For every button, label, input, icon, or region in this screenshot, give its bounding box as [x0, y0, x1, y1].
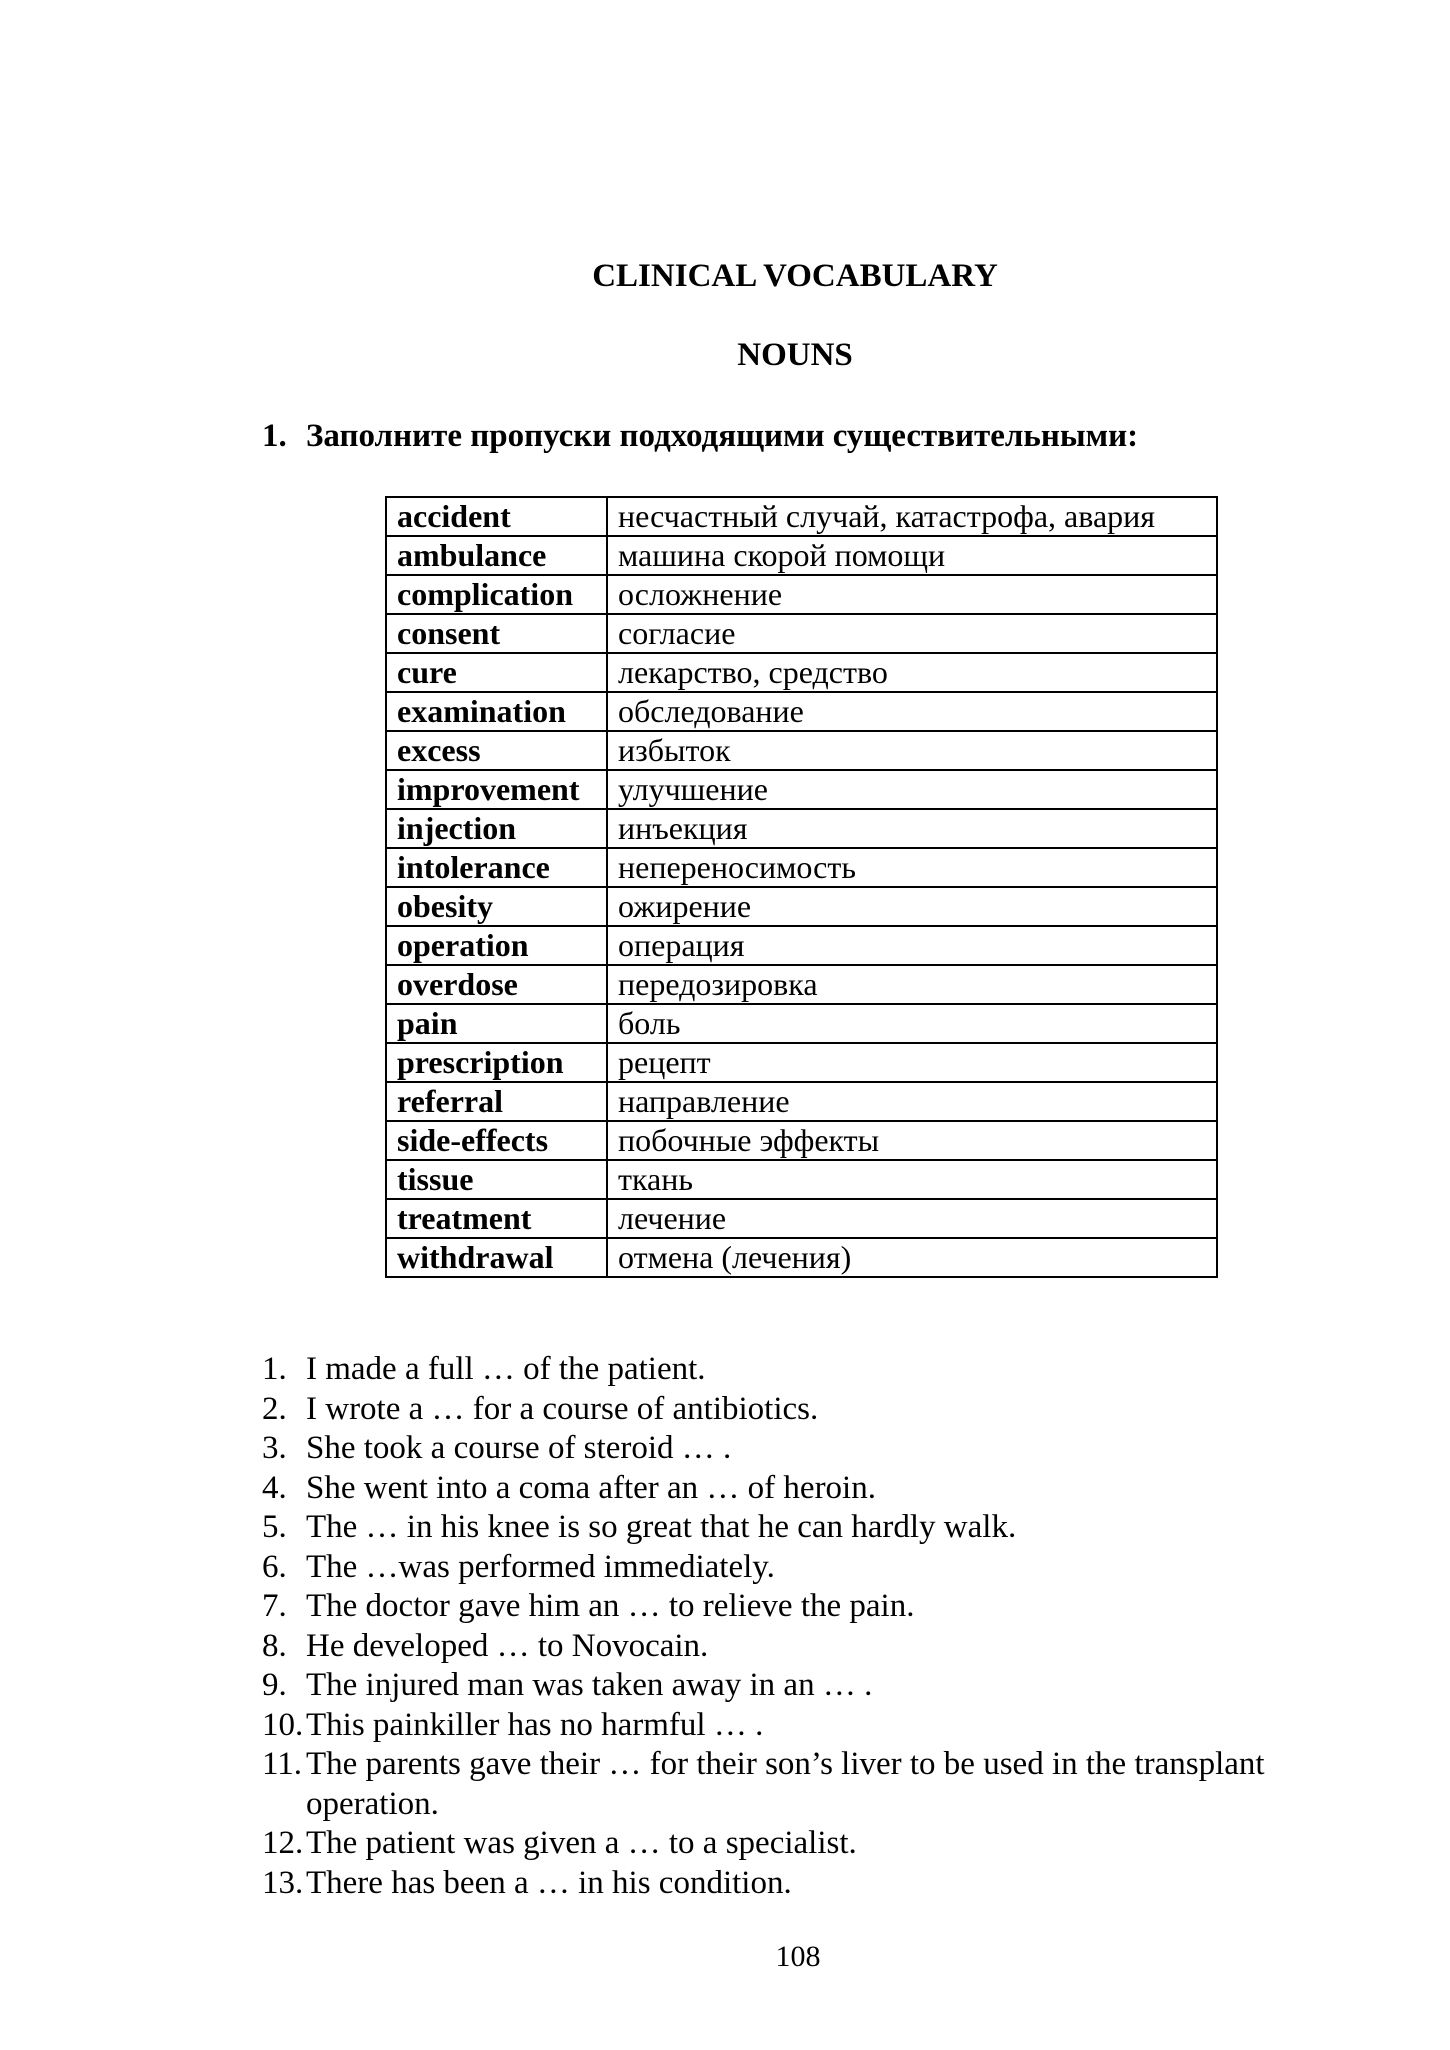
exercise-number: 11.: [262, 1746, 303, 1782]
exercise-sentence: This painkiller has no harmful … .: [306, 1706, 764, 1743]
vocab-translation: избыток: [607, 731, 1217, 770]
page-number: 108: [775, 1940, 821, 1973]
exercise-item: [262, 1627, 1332, 1667]
section-subtitle: NOUNS: [737, 337, 853, 373]
vocab-translation: согласие: [607, 614, 1217, 653]
exercise-sentence: The … in his knee is so great that he can hardly walk.: [306, 1509, 1017, 1545]
page-title: CLINICAL VOCABULARY: [592, 258, 998, 294]
vocab-translation: ожирение: [607, 887, 1217, 926]
vocab-row: [386, 1199, 1217, 1238]
vocab-term: overdose: [386, 965, 607, 1004]
vocab-row: [386, 536, 1217, 575]
exercise-sentence: The patient was given a … to a specialist.: [306, 1825, 857, 1861]
vocab-row: [386, 692, 1217, 731]
exercise-number: 9.: [262, 1667, 287, 1703]
vocab-term: consent: [386, 614, 607, 653]
exercise-number: 4.: [262, 1469, 287, 1506]
vocab-row: [386, 887, 1217, 926]
vocab-row: [386, 1043, 1217, 1082]
vocab-translation: отмена (лечения): [607, 1238, 1217, 1277]
exercise-number: 1.: [262, 1351, 287, 1387]
vocab-term: intolerance: [386, 848, 607, 887]
vocab-term: complication: [386, 575, 607, 614]
vocab-term: improvement: [386, 770, 607, 809]
vocab-term: excess: [386, 731, 607, 770]
vocab-translation: рецепт: [607, 1043, 1217, 1082]
task-number: 1.: [262, 418, 287, 454]
exercise-item: [262, 1469, 1332, 1509]
exercise-item: [262, 1429, 1332, 1469]
vocab-row: [386, 497, 1217, 536]
vocab-translation: улучшение: [607, 770, 1217, 809]
vocab-row: [386, 731, 1217, 770]
exercise-sentence: There has been a … in his condition.: [306, 1864, 792, 1901]
vocab-translation: непереносимость: [607, 848, 1217, 887]
exercise-number: 7.: [262, 1588, 287, 1624]
vocab-translation: машина скорой помощи: [607, 536, 1217, 575]
exercise-number: 5.: [262, 1509, 287, 1545]
vocab-translation: лекарство, средство: [607, 653, 1217, 692]
vocab-row: [386, 1160, 1217, 1199]
exercise-number: 13.: [262, 1864, 304, 1901]
exercise-item: [262, 1745, 1332, 1824]
vocab-term: obesity: [386, 887, 607, 926]
exercise-sentence: The doctor gave him an … to relieve the pain.: [306, 1588, 915, 1624]
vocab-term: cure: [386, 653, 607, 692]
vocab-translation: лечение: [607, 1199, 1217, 1238]
exercise-sentence: She went into a coma after an … of heroin.: [306, 1469, 876, 1506]
exercise-item: [262, 1390, 1332, 1430]
vocab-row: [386, 1004, 1217, 1043]
exercise-number: 8.: [262, 1627, 287, 1664]
vocab-row: [386, 1121, 1217, 1160]
vocab-term: withdrawal: [386, 1238, 607, 1277]
exercise-sentence: I wrote a … for a course of antibiotics.: [306, 1390, 819, 1427]
exercise-item: [262, 1548, 1332, 1588]
exercise-item: [262, 1864, 1332, 1904]
exercise-number: 6.: [262, 1548, 287, 1585]
exercise-number: 3.: [262, 1430, 287, 1466]
vocab-term: examination: [386, 692, 607, 731]
vocab-translation: боль: [607, 1004, 1217, 1043]
vocab-row: [386, 848, 1217, 887]
task-heading: [262, 418, 1138, 455]
vocab-row: [386, 809, 1217, 848]
vocab-row: [386, 926, 1217, 965]
exercise-sentence: The injured man was taken away in an … .: [306, 1667, 873, 1703]
vocab-translation: инъекция: [607, 809, 1217, 848]
vocab-translation: обследование: [607, 692, 1217, 731]
vocab-row: [386, 1238, 1217, 1277]
vocab-term: pain: [386, 1004, 607, 1043]
vocab-row: [386, 575, 1217, 614]
exercise-sentence: She took a course of steroid … .: [306, 1430, 732, 1466]
exercise-number: 12.: [262, 1825, 304, 1861]
vocab-row: [386, 653, 1217, 692]
exercise-number: 10.: [262, 1706, 304, 1743]
vocab-row: [386, 614, 1217, 653]
vocab-term: injection: [386, 809, 607, 848]
vocab-translation: передозировка: [607, 965, 1217, 1004]
vocab-row: [386, 770, 1217, 809]
vocab-term: operation: [386, 926, 607, 965]
vocab-translation: ткань: [607, 1160, 1217, 1199]
exercise-item: [262, 1350, 1332, 1390]
exercise-item: [262, 1824, 1332, 1864]
vocab-term: referral: [386, 1082, 607, 1121]
exercise-sentence: The …was performed immediately.: [306, 1548, 775, 1585]
vocab-translation: несчастный случай, катастрофа, авария: [607, 497, 1217, 536]
exercise-sentence: He developed … to Novocain.: [306, 1627, 709, 1664]
vocab-term: accident: [386, 497, 607, 536]
exercise-sentence: The parents gave their … for their son’s liver to be used in the transplant operation.: [306, 1746, 1265, 1822]
exercise-item: [262, 1666, 1332, 1706]
vocab-translation: осложнение: [607, 575, 1217, 614]
vocabulary-table: [385, 496, 1218, 1278]
task-text: Заполните пропуски подходящими существительными:: [306, 418, 1139, 454]
vocab-translation: побочные эффекты: [607, 1121, 1217, 1160]
vocab-translation: операция: [607, 926, 1217, 965]
vocab-row: [386, 965, 1217, 1004]
exercise-item: [262, 1706, 1332, 1746]
vocab-term: treatment: [386, 1199, 607, 1238]
vocab-row: [386, 1082, 1217, 1121]
vocab-translation: направление: [607, 1082, 1217, 1121]
vocab-term: side-effects: [386, 1121, 607, 1160]
vocab-term: prescription: [386, 1043, 607, 1082]
exercise-sentence: I made a full … of the patient.: [306, 1351, 706, 1387]
vocab-term: ambulance: [386, 536, 607, 575]
vocab-term: tissue: [386, 1160, 607, 1199]
exercise-list: [262, 1350, 1332, 1903]
exercise-item: [262, 1587, 1332, 1627]
exercise-number: 2.: [262, 1390, 287, 1427]
exercise-item: [262, 1508, 1332, 1548]
